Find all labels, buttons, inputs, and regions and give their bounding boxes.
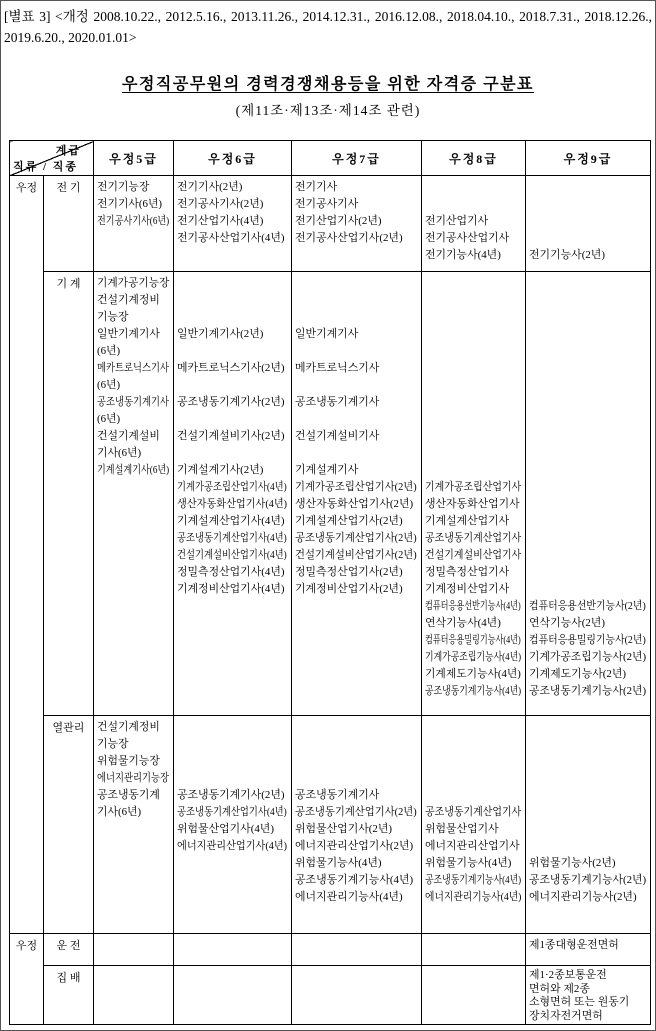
cell-line: 에너지관리산업기사(2년) <box>295 840 414 852</box>
cell-line: 기계설계기사(6년) <box>97 464 170 476</box>
cell-line <box>529 462 646 479</box>
cell-line: (6년) <box>97 379 121 391</box>
cell-line: 일반기계기사(2년) <box>177 328 264 340</box>
cell-line: 연삭기능사(2년) <box>529 617 605 629</box>
cell-line: 공조냉동기계 <box>97 789 160 801</box>
cell-line: 기계가공조립산업기사 <box>425 481 522 493</box>
cell-line <box>295 445 417 462</box>
cell-line: 건설기계정비 <box>97 721 160 733</box>
cell-line <box>529 838 646 855</box>
cell-line: 공조냉동기계산업기사(2년) <box>295 532 417 544</box>
cell-line <box>529 275 646 292</box>
cell-line: 기계설계산업기사(4년) <box>177 515 285 527</box>
cell-line: 연삭기능사(4년) <box>425 617 501 629</box>
cell-line <box>425 377 521 394</box>
corner-header-cell <box>10 141 94 176</box>
cell-line: 기계가공조립산업기사(4년) <box>177 481 287 493</box>
cell-line: 일반기계기사 <box>295 328 359 340</box>
cell-line: 제1종대형운전면허 <box>529 939 619 951</box>
page-title <box>4 71 652 94</box>
cell-line: 공조냉동기계산업기사 <box>425 532 522 544</box>
cell-line: 기계정비산업기사 <box>425 583 510 595</box>
cell-electric-grade6 <box>174 176 292 272</box>
cell-line <box>529 513 646 530</box>
cell-machinery-grade5 <box>94 272 174 716</box>
cell-line: 기계설계산업기사(2년) <box>295 515 403 527</box>
cell-line <box>425 343 521 360</box>
cell-line <box>425 309 521 326</box>
cell-line: 정밀측정산업기사(2년) <box>295 566 403 578</box>
cell-line: 에너지관리기능사(4년) <box>425 891 522 903</box>
cell-line: 컴퓨터응용선반기능사(2년) <box>529 600 646 612</box>
cell-electric-grade7 <box>292 176 422 272</box>
cell-line: 에너지관리기능사(2년) <box>529 891 637 903</box>
cell-line: 전기기능사(2년) <box>529 249 605 261</box>
cell-line <box>529 411 646 428</box>
cell-line: 전기기능장 <box>97 181 150 193</box>
cell-line <box>425 787 521 804</box>
cell-line <box>295 770 417 787</box>
cell-line <box>529 821 646 838</box>
cell-driving-grade5 <box>94 934 174 966</box>
cell-machinery-grade7 <box>292 272 422 716</box>
cell-line: 공조냉동기계기사(2년) <box>177 789 285 801</box>
category-cell-driving: 운 전 <box>44 934 94 966</box>
cell-line: 위험물산업기사 <box>425 823 499 835</box>
cell-line: 컴퓨터응용선반기능사(4년) <box>425 600 521 612</box>
cell-line <box>529 804 646 821</box>
cell-line <box>529 479 646 496</box>
cell-line <box>425 753 521 770</box>
cell-line: 전기공사기사 <box>295 198 359 210</box>
cell-delivery-grade5 <box>94 966 174 1025</box>
cell-line: 전기기능사(4년) <box>425 249 501 261</box>
cell-line: 공조냉동기계산업기사 <box>425 806 522 818</box>
cell-line <box>177 770 287 787</box>
cell-line: 생산자동화산업기사(4년) <box>177 498 288 510</box>
cell-line: 전기산업기사(2년) <box>295 215 382 227</box>
cell-line: 위험물기능장 <box>97 755 160 767</box>
cell-line: 제1·2종보통운전 <box>529 969 607 981</box>
cell-line: 에너지관리기능사(4년) <box>295 891 403 903</box>
cell-line <box>295 719 417 736</box>
cell-line: 에너지관리산업기사(4년) <box>177 840 288 852</box>
cell-line: 공조냉동기계기사 <box>97 396 170 408</box>
cell-line: 정밀측정산업기사(4년) <box>177 566 285 578</box>
cell-driving-grade7 <box>292 934 422 966</box>
cell-line <box>529 445 646 462</box>
cell-line: (6년) <box>97 345 121 357</box>
cell-line: 전기산업기사 <box>425 215 489 227</box>
cell-line: 공조냉동기계기사 <box>295 396 380 408</box>
cell-line <box>177 753 287 770</box>
cell-line: 기계설계산업기사 <box>425 515 510 527</box>
cell-line <box>529 196 646 213</box>
cell-line <box>425 411 521 428</box>
grade-column-header-5: 우정5급 <box>94 141 174 176</box>
cell-line <box>425 326 521 343</box>
cell-line: 위험물기능사(4년) <box>295 857 382 869</box>
cell-line: 공조냉동기계산업기사(4년) <box>177 532 287 544</box>
cell-line: 전기공사기사(2년) <box>177 198 264 210</box>
cell-line <box>425 770 521 787</box>
cell-line <box>177 445 287 462</box>
cell-line <box>529 530 646 547</box>
cell-line: 건설기계설비산업기사 <box>425 549 522 561</box>
cell-line: 면허와 제2종 <box>529 982 590 995</box>
cell-line: 기사(6년) <box>97 447 142 459</box>
page-subtitle: (제11조·제13조·제14조 관련) <box>235 103 421 118</box>
cell-delivery-grade7 <box>292 966 422 1025</box>
cell-line: 공조냉동기계기능사(4년) <box>425 685 522 697</box>
cell-line: 기계설계기사 <box>295 464 359 476</box>
cell-line <box>529 496 646 513</box>
row-mail-delivery <box>10 966 651 1025</box>
cell-line <box>529 719 646 736</box>
cell-line <box>529 787 646 804</box>
cell-line <box>529 213 646 230</box>
cell-line: 에너지관리산업기사 <box>425 840 520 852</box>
cell-line <box>177 292 287 309</box>
cell-line <box>177 377 287 394</box>
cell-line: 전기산업기사(4년) <box>177 215 264 227</box>
cell-line <box>529 581 646 598</box>
cell-line: 기계정비산업기사(4년) <box>177 583 285 595</box>
cell-line: 위험물기능사(4년) <box>425 857 512 869</box>
cell-line: 기사(6년) <box>97 806 142 818</box>
cell-line <box>529 292 646 309</box>
cell-line <box>425 275 521 292</box>
cell-line: 기계설계기사(2년) <box>177 464 264 476</box>
cell-line: 공조냉동기계기능사(2년) <box>529 874 647 886</box>
cell-line <box>529 547 646 564</box>
cell-line: 생산자동화산업기사 <box>425 498 520 510</box>
cell-heat-grade7 <box>292 716 422 934</box>
series-cell-postal-2: 우정 <box>10 934 44 1025</box>
cell-line: 건설기계설비산업기사(4년) <box>177 549 287 561</box>
cell-line: 기능장 <box>97 311 129 323</box>
cell-line <box>529 753 646 770</box>
cell-line <box>295 411 417 428</box>
cell-line: 전기공사기사(6년) <box>97 215 170 227</box>
cell-driving-grade8 <box>422 934 526 966</box>
cell-electric-grade8 <box>422 176 526 272</box>
series-cell-postal-1: 우정 <box>10 176 44 934</box>
cell-line: 건설기계설비기사 <box>295 430 380 442</box>
cell-line: 전기공사산업기사(2년) <box>295 232 403 244</box>
cell-line: 기계정비산업기사(2년) <box>295 583 403 595</box>
row-heat-management <box>10 716 651 934</box>
cell-line: 기능장 <box>97 738 129 750</box>
cell-line: 소형면허 또는 원동기 <box>529 996 630 1008</box>
cell-line: 위험물기능사(2년) <box>529 857 616 869</box>
cell-line <box>425 196 521 213</box>
cell-line: 메카트로닉스기사(2년) <box>177 362 285 374</box>
grade-column-header-8: 우정8급 <box>422 141 526 176</box>
annex-label: [별표 3] <box>4 9 51 24</box>
cell-line: 전기기사 <box>295 181 338 193</box>
row-electric <box>10 176 651 272</box>
cell-line: 건설기계설비기사(2년) <box>177 430 285 442</box>
cell-line: 기계가공조립기능사(4년) <box>425 651 522 663</box>
cell-line: 생산자동화산업기사(2년) <box>295 498 414 510</box>
cell-line <box>177 309 287 326</box>
category-cell-mail-delivery: 집 배 <box>44 966 94 1025</box>
cell-heat-grade5 <box>94 716 174 934</box>
cell-line: 컴퓨터응용밀링기능사(4년) <box>425 634 521 646</box>
cell-line <box>295 309 417 326</box>
cell-line <box>425 719 521 736</box>
revision-history: <개정 2008.10.22., 2012.5.16., 2013.11.26., 2014.12.31., 2016.12.08., 2018.04.10., 2018.7.31., 2018.12.26., 2019.6.20., 2020.01.01> <box>4 9 653 45</box>
cell-line <box>425 428 521 445</box>
cell-line <box>295 292 417 309</box>
cell-line <box>529 343 646 360</box>
cell-line: 장치자전거면허 <box>529 1009 603 1022</box>
cell-electric-grade9 <box>526 176 651 272</box>
cell-driving-grade6 <box>174 934 292 966</box>
cell-delivery-grade9 <box>526 966 651 1025</box>
cell-line: 기계가공조립기능사(2년) <box>529 651 647 663</box>
cell-line: 기계제도기능사(2년) <box>529 668 627 680</box>
cell-line <box>177 736 287 753</box>
cell-line: 에너지관리기능장 <box>97 772 170 784</box>
cell-line <box>529 394 646 411</box>
table-header-row <box>10 141 651 176</box>
cell-line: 전기공사산업기사 <box>425 232 510 244</box>
cell-line: 기계가공조립산업기사(2년) <box>295 481 417 493</box>
cell-line <box>529 736 646 753</box>
grade-column-header-6: 우정6급 <box>174 141 292 176</box>
cell-delivery-grade6 <box>174 966 292 1025</box>
cell-line: 메카트로닉스기사 <box>295 362 380 374</box>
category-cell-heat-management: 열관리 <box>44 716 94 934</box>
cell-line: (6년) <box>97 413 121 425</box>
cell-line <box>295 753 417 770</box>
cell-line: 공조냉동기계산업기사(2년) <box>295 806 417 818</box>
cell-line: 공조냉동기계산업기사(4년) <box>177 806 287 818</box>
cell-machinery-grade9 <box>526 272 651 716</box>
cell-line <box>529 230 646 247</box>
cell-line <box>295 343 417 360</box>
cell-line: 일반기계기사 <box>97 328 160 340</box>
cell-line: 전기공사산업기사(4년) <box>177 232 285 244</box>
cell-line <box>295 275 417 292</box>
cell-line <box>529 564 646 581</box>
row-machinery <box>10 272 651 716</box>
cell-line: 건설기계설비 <box>97 430 160 442</box>
cell-line: 공조냉동기계기능사(4년) <box>295 874 414 886</box>
row-driving <box>10 934 651 966</box>
cell-driving-grade9 <box>526 934 651 966</box>
cell-line <box>529 179 646 196</box>
cell-machinery-grade6 <box>174 272 292 716</box>
rank-label: 계급 <box>55 145 81 157</box>
cell-heat-grade6 <box>174 716 292 934</box>
cell-line <box>529 770 646 787</box>
cell-line <box>295 736 417 753</box>
cell-delivery-grade8 <box>422 966 526 1025</box>
qualification-table <box>9 140 651 1025</box>
cell-line <box>529 377 646 394</box>
cell-line <box>177 343 287 360</box>
category-cell-machinery: 기 계 <box>44 272 94 716</box>
cell-line: 전기기사(6년) <box>97 198 163 210</box>
cell-line <box>529 309 646 326</box>
cell-line <box>425 736 521 753</box>
cell-line: 컴퓨터응용밀링기능사(2년) <box>529 634 646 646</box>
cell-line <box>529 360 646 377</box>
cell-heat-grade8 <box>422 716 526 934</box>
cell-line: 기계제도기능사(4년) <box>425 668 521 680</box>
cell-line <box>425 462 521 479</box>
cell-line: 공조냉동기계기사(2년) <box>177 396 285 408</box>
cell-line <box>425 179 521 196</box>
cell-line: 공조냉동기계기능사(4년) <box>425 874 522 886</box>
cell-machinery-grade8 <box>422 272 526 716</box>
cell-line: 위험물산업기사(4년) <box>177 823 274 835</box>
cell-line <box>529 428 646 445</box>
cell-line <box>177 275 287 292</box>
cell-line: 기계가공기능장 <box>97 277 170 289</box>
cell-line: 정밀측정산업기사 <box>425 566 510 578</box>
cell-line: 공조냉동기계기능사(2년) <box>529 685 647 697</box>
cell-line <box>295 377 417 394</box>
cell-line: 위험물산업기사(2년) <box>295 823 393 835</box>
cell-line <box>529 326 646 343</box>
cell-line: 전기기사(2년) <box>177 181 243 193</box>
cell-electric-grade5 <box>94 176 174 272</box>
cell-line <box>177 719 287 736</box>
cell-line <box>425 292 521 309</box>
grade-column-header-7: 우정7급 <box>292 141 422 176</box>
cell-line: 건설기계설비산업기사(2년) <box>295 549 417 561</box>
cell-line <box>425 360 521 377</box>
cell-line: 공조냉동기계기사 <box>295 789 380 801</box>
doc-header-line <box>4 6 652 48</box>
grade-column-header-9: 우정9급 <box>526 141 651 176</box>
page-title-text: 우정직공무원의 경력경쟁채용등을 위한 자격증 구분표 <box>122 76 534 93</box>
category-cell-electric: 전 기 <box>44 176 94 272</box>
cell-line <box>425 394 521 411</box>
cell-heat-grade9 <box>526 716 651 934</box>
cell-line <box>425 445 521 462</box>
series-category-label: 직류 / 직종 <box>13 161 79 173</box>
cell-line: 건설기계정비 <box>97 294 160 306</box>
cell-line: 메카트로닉스기사 <box>97 362 170 374</box>
cell-line <box>177 411 287 428</box>
